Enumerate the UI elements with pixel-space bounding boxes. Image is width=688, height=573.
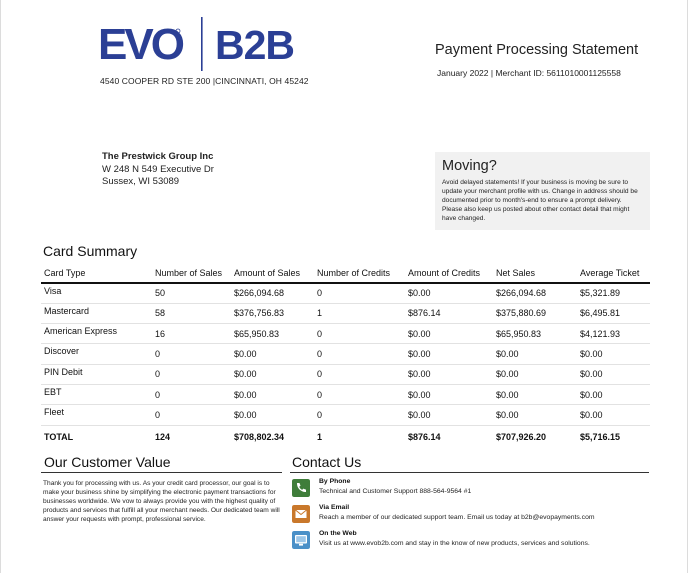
- logo-b2b-text: B2B: [215, 22, 295, 68]
- web-icon: [292, 531, 310, 549]
- cell: $0.00: [405, 324, 493, 344]
- contact-email-desc: Reach a member of our dedicated support team. Email us today at b2b@evopayments.com: [319, 514, 595, 521]
- contact-title: Contact Us: [292, 454, 362, 470]
- cell: 16: [152, 324, 231, 344]
- cell: $5,716.15: [580, 432, 621, 443]
- logo-divider: [201, 17, 203, 71]
- moving-notice: [435, 152, 650, 230]
- cell: Mastercard: [41, 303, 152, 323]
- card-summary-title: Card Summary: [43, 243, 138, 259]
- cell: $0.00: [405, 283, 493, 303]
- table-row: [41, 364, 650, 384]
- cell: 0: [314, 344, 405, 364]
- cell: $0.00: [231, 364, 314, 384]
- cell: 0: [314, 364, 405, 384]
- cell: 58: [152, 303, 231, 323]
- cell: $0.00: [577, 405, 650, 425]
- col-number-of-sales: Number of Sales: [152, 265, 231, 283]
- moving-body: Avoid delayed statements! If your business is moving be sure to update your merchant profile with us. Change in address should be documented prior to month's-end to ensure a prompt delivery. Please also keep us posted about other contact detail that might have changed.: [442, 179, 638, 222]
- cell: $0.00: [231, 405, 314, 425]
- contact-phone-desc: Technical and Customer Support 888-564-9564 #1: [319, 488, 472, 495]
- contact-phone-label: By Phone: [319, 478, 351, 485]
- cell: $876.14: [405, 303, 493, 323]
- cell: 0: [314, 384, 405, 404]
- cell: 1: [317, 432, 323, 443]
- cell: $0.00: [405, 384, 493, 404]
- table-row: [41, 344, 650, 364]
- cell: $0.00: [493, 384, 577, 404]
- customer-value-divider: [41, 472, 282, 473]
- col-amount-of-credits: Amount of Credits: [405, 265, 493, 283]
- cell: Fleet: [41, 405, 152, 425]
- cell: $0.00: [231, 384, 314, 404]
- cell: 0: [314, 405, 405, 425]
- statement-subtitle: January 2022 | Merchant ID: 5611010001125558: [437, 68, 621, 78]
- col-amount-of-sales: Amount of Sales: [231, 265, 314, 283]
- cell: $0.00: [493, 344, 577, 364]
- moving-title: Moving?: [442, 158, 497, 174]
- statement-title: Payment Processing Statement: [435, 42, 639, 58]
- table-row: [41, 303, 650, 323]
- cell: $4,121.93: [577, 324, 650, 344]
- cell: EBT: [41, 384, 152, 404]
- total-row: [41, 425, 650, 449]
- table-row: [41, 384, 650, 404]
- cell: 0: [314, 324, 405, 344]
- recipient-name: The Prestwick Group Inc: [102, 151, 214, 162]
- cell: $0.00: [493, 364, 577, 384]
- card-summary-table: [41, 265, 650, 449]
- contact-phone: [292, 478, 652, 502]
- cell: $65,950.83: [493, 324, 577, 344]
- cell: $0.00: [405, 364, 493, 384]
- cell: PIN Debit: [41, 364, 152, 384]
- cell: $708,802.34: [234, 432, 285, 443]
- cell: $0.00: [577, 344, 650, 364]
- cell: 0: [152, 364, 231, 384]
- table-header-row: [41, 265, 650, 283]
- cell: 124: [155, 432, 171, 443]
- cell: $375,880.69: [493, 303, 577, 323]
- cell: $0.00: [231, 344, 314, 364]
- cell: $6,495.81: [577, 303, 650, 323]
- cell: TOTAL: [44, 432, 74, 443]
- customer-value-body: Thank you for processing with us. As your credit card processor, our goal is to make your business shine by simplifying the electronic payment transactions for businesses worldwide. We vow to always provide you with the highest quality of products and services that fulfill all your merchant needs. Our dedicated team will answer your requests with prompt, professional service.: [43, 480, 280, 523]
- cell: $707,926.20: [496, 432, 547, 443]
- cell: Discover: [41, 344, 152, 364]
- cell: $0.00: [405, 405, 493, 425]
- cell: 0: [152, 384, 231, 404]
- table-row: [41, 405, 650, 425]
- evo-b2b-logo: [98, 16, 313, 72]
- cell: $266,094.68: [493, 283, 577, 303]
- col-card-type: Card Type: [41, 265, 152, 283]
- col-average-ticket: Average Ticket: [577, 265, 650, 283]
- email-icon: [292, 505, 310, 523]
- contact-divider: [290, 472, 649, 473]
- cell: 0: [152, 344, 231, 364]
- cell: $376,756.83: [231, 303, 314, 323]
- col-number-of-credits: Number of Credits: [314, 265, 405, 283]
- cell: $266,094.68: [231, 283, 314, 303]
- phone-icon: [292, 479, 310, 497]
- cell: $0.00: [577, 364, 650, 384]
- contact-email-label: Via Email: [319, 504, 350, 511]
- contact-email: [292, 504, 652, 528]
- contact-web-label: On the Web: [319, 530, 357, 537]
- cell: $5,321.89: [577, 283, 650, 303]
- contact-web: [292, 530, 652, 554]
- recipient-line2: Sussex, WI 53089: [102, 176, 180, 187]
- col-net-sales: Net Sales: [493, 265, 577, 283]
- cell: American Express: [41, 324, 152, 344]
- cell: $876.14: [408, 432, 441, 443]
- cell: 50: [152, 283, 231, 303]
- cell: $0.00: [577, 384, 650, 404]
- cell: 0: [314, 283, 405, 303]
- table-row: [41, 324, 650, 344]
- cell: 1: [314, 303, 405, 323]
- company-address: 4540 COOPER RD STE 200 |CINCINNATI, OH 45242: [100, 76, 309, 86]
- contact-web-desc: Visit us at www.evob2b.com and stay in the know of new products, services and solutions.: [319, 540, 590, 547]
- cell: $0.00: [493, 405, 577, 425]
- cell: 0: [152, 405, 231, 425]
- recipient-address: [102, 151, 214, 189]
- recipient-line1: W 248 N 549 Executive Dr: [102, 163, 214, 175]
- cell: $65,950.83: [231, 324, 314, 344]
- cell: Visa: [41, 283, 152, 303]
- customer-value-title: Our Customer Value: [44, 454, 171, 470]
- logo-evo-text: EVO: [98, 20, 182, 69]
- table-row: [41, 283, 650, 303]
- cell: $0.00: [405, 344, 493, 364]
